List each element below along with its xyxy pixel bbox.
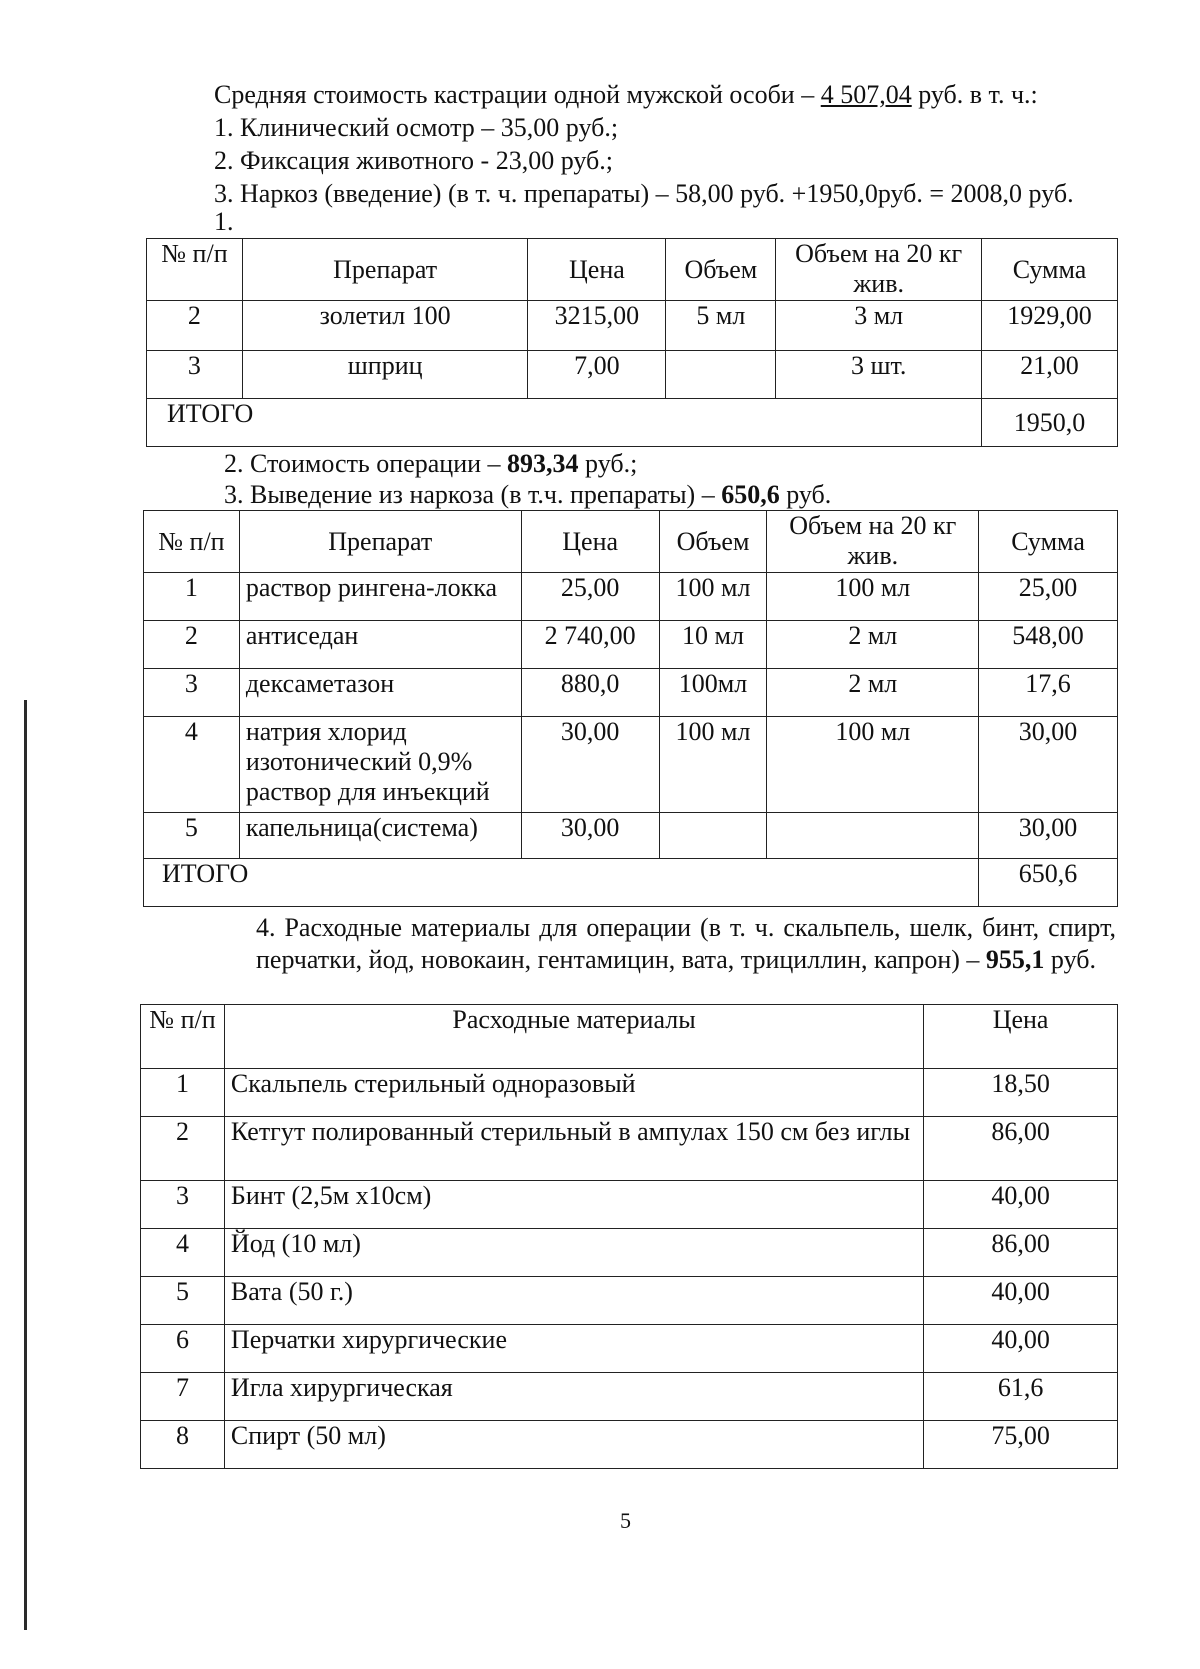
- cell: 40,00: [924, 1325, 1118, 1373]
- cell: 4: [144, 717, 240, 813]
- cell: Йод (10 мл): [224, 1229, 923, 1277]
- header-cell: № п/п: [141, 1005, 225, 1069]
- header-cell: Объем: [666, 239, 776, 301]
- table-row: [147, 301, 1118, 351]
- header-cell: Объем на 20 кг жив.: [767, 511, 979, 573]
- table-total-row: [147, 399, 1118, 447]
- cell: [767, 813, 979, 859]
- cell: 18,50: [924, 1069, 1118, 1117]
- section-2-value: 893,34: [507, 449, 579, 478]
- table-row: [141, 1117, 1118, 1181]
- table-row: [141, 1181, 1118, 1229]
- header-cell: Расходные материалы: [224, 1005, 923, 1069]
- total-label: ИТОГО: [144, 859, 979, 907]
- cell: Спирт (50 мл): [224, 1421, 923, 1469]
- cell: 25,00: [521, 573, 659, 621]
- cell: Игла хирургическая: [224, 1373, 923, 1421]
- cell: 25,00: [979, 573, 1118, 621]
- cell: [666, 351, 776, 399]
- section-4: [256, 912, 1116, 976]
- cell: 10 мл: [659, 621, 767, 669]
- cell: 30,00: [979, 813, 1118, 859]
- table-header-row: [147, 239, 1118, 301]
- stray-number: 1.: [214, 207, 234, 236]
- section-4-suffix: руб.: [1044, 945, 1096, 974]
- header-cell: Сумма: [979, 511, 1118, 573]
- table-row: [141, 1325, 1118, 1373]
- cell: 3: [141, 1181, 225, 1229]
- consumables-table: [140, 1004, 1118, 1469]
- header-cell: Цена: [528, 239, 666, 301]
- section-3-suffix: руб.: [779, 480, 832, 509]
- header-cell: Препарат: [242, 239, 528, 301]
- total-value: 1950,0: [982, 399, 1118, 447]
- cell: дексаметазон: [239, 669, 521, 717]
- cell: антиседан: [239, 621, 521, 669]
- table-row: [141, 1421, 1118, 1469]
- page-number: 5: [620, 1508, 631, 1533]
- cell: 3215,00: [528, 301, 666, 351]
- intro-item-3: 3. Наркоз (введение) (в т. ч. препараты) – 58,00 руб. +1950,0руб. = 2008,0 руб.: [214, 179, 1074, 208]
- cell: 7: [141, 1373, 225, 1421]
- cell: 30,00: [979, 717, 1118, 813]
- cell: 2 740,00: [521, 621, 659, 669]
- header-cell: Цена: [521, 511, 659, 573]
- table-row: [144, 717, 1118, 813]
- cell: Вата (50 г.): [224, 1277, 923, 1325]
- cell: шприц: [242, 351, 528, 399]
- cell: 2 мл: [767, 621, 979, 669]
- cell: 1929,00: [982, 301, 1118, 351]
- cell: 548,00: [979, 621, 1118, 669]
- section-3-value: 650,6: [721, 480, 780, 509]
- cell: 61,6: [924, 1373, 1118, 1421]
- header-cell: № п/п: [147, 239, 243, 301]
- section-3-label: 3. Выведение из наркоза (в т.ч. препараты) –: [224, 480, 722, 509]
- cell: 6: [141, 1325, 225, 1373]
- cell: 5: [144, 813, 240, 859]
- cell: 17,6: [979, 669, 1118, 717]
- cell: 75,00: [924, 1421, 1118, 1469]
- table-row: [144, 669, 1118, 717]
- cell: 21,00: [982, 351, 1118, 399]
- intro-line: [214, 78, 1038, 112]
- cell: 7,00: [528, 351, 666, 399]
- table-row: [141, 1373, 1118, 1421]
- header-cell: Препарат: [239, 511, 521, 573]
- cell: 4: [141, 1229, 225, 1277]
- cell: 3: [147, 351, 243, 399]
- section-4-value: 955,1: [985, 945, 1045, 974]
- table-row: [144, 573, 1118, 621]
- table-header-row: [141, 1005, 1118, 1069]
- cell: 2: [144, 621, 240, 669]
- cell: 2: [141, 1117, 225, 1181]
- section-4-text: 4. Расходные материалы для операции (в т. ч. скальпель, шелк, бинт, спирт, перчатки, йод, новокаин, гентамицин, вата, трициллин, капрон) –: [256, 913, 1116, 974]
- intro-total: 4 507,04: [820, 80, 912, 109]
- cell: 3 шт.: [776, 351, 982, 399]
- header-cell: Сумма: [982, 239, 1118, 301]
- recovery-table: [143, 510, 1118, 907]
- cell: 2: [147, 301, 243, 351]
- table-total-row: [144, 859, 1118, 907]
- intro-item-1: 1. Клинический осмотр – 35,00 руб.;: [214, 113, 619, 142]
- cell: [659, 813, 767, 859]
- table-row: [141, 1277, 1118, 1325]
- header-cell: Цена: [924, 1005, 1118, 1069]
- cell: 86,00: [924, 1229, 1118, 1277]
- table-row: [147, 351, 1118, 399]
- cell: 5: [141, 1277, 225, 1325]
- cell: 30,00: [521, 813, 659, 859]
- cell: 1: [144, 573, 240, 621]
- table-row: [144, 621, 1118, 669]
- intro-item-2: 2. Фиксация животного - 23,00 руб.;: [214, 146, 613, 175]
- table-header-row: [144, 511, 1118, 573]
- table-row: [144, 813, 1118, 859]
- cell: раствор рингена-локка: [239, 573, 521, 621]
- scan-edge-line: [24, 700, 27, 1630]
- cell: 8: [141, 1421, 225, 1469]
- cell: 100 мл: [767, 717, 979, 813]
- cell: 3 мл: [776, 301, 982, 351]
- intro-suffix: руб. в т. ч.:: [911, 80, 1038, 109]
- header-cell: № п/п: [144, 511, 240, 573]
- cell: 30,00: [521, 717, 659, 813]
- cell: 100 мл: [659, 717, 767, 813]
- cell: 5 мл: [666, 301, 776, 351]
- total-label: ИТОГО: [147, 399, 982, 447]
- cell: 1: [141, 1069, 225, 1117]
- cell: 100 мл: [659, 573, 767, 621]
- total-value: 650,6: [979, 859, 1118, 907]
- section-2-suffix: руб.;: [578, 449, 638, 478]
- intro-text: Средняя стоимость кастрации одной мужской особи –: [214, 80, 821, 109]
- table-row: [141, 1229, 1118, 1277]
- cell: 3: [144, 669, 240, 717]
- cell: золетил 100: [242, 301, 528, 351]
- cell: капельница(система): [239, 813, 521, 859]
- section-2-label: 2. Стоимость операции –: [224, 449, 508, 478]
- cell: 100 мл: [767, 573, 979, 621]
- section-2: [224, 447, 637, 481]
- header-cell: Объем на 20 кг жив.: [776, 239, 982, 301]
- cell: 2 мл: [767, 669, 979, 717]
- cell: Бинт (2,5м х10см): [224, 1181, 923, 1229]
- cell: натрия хлорид изотонический 0,9% раствор для инъекций: [239, 717, 521, 813]
- cell: 40,00: [924, 1181, 1118, 1229]
- cell: 40,00: [924, 1277, 1118, 1325]
- section-3: [224, 478, 831, 512]
- cell: 100мл: [659, 669, 767, 717]
- cell: 86,00: [924, 1117, 1118, 1181]
- table-row: [141, 1069, 1118, 1117]
- cell: Скальпель стерильный одноразовый: [224, 1069, 923, 1117]
- cell: Перчатки хирургические: [224, 1325, 923, 1373]
- header-cell: Объем: [659, 511, 767, 573]
- anesthesia-table: [146, 238, 1118, 447]
- cell: Кетгут полированный стерильный в ампулах 150 см без иглы: [224, 1117, 923, 1181]
- cell: 880,0: [521, 669, 659, 717]
